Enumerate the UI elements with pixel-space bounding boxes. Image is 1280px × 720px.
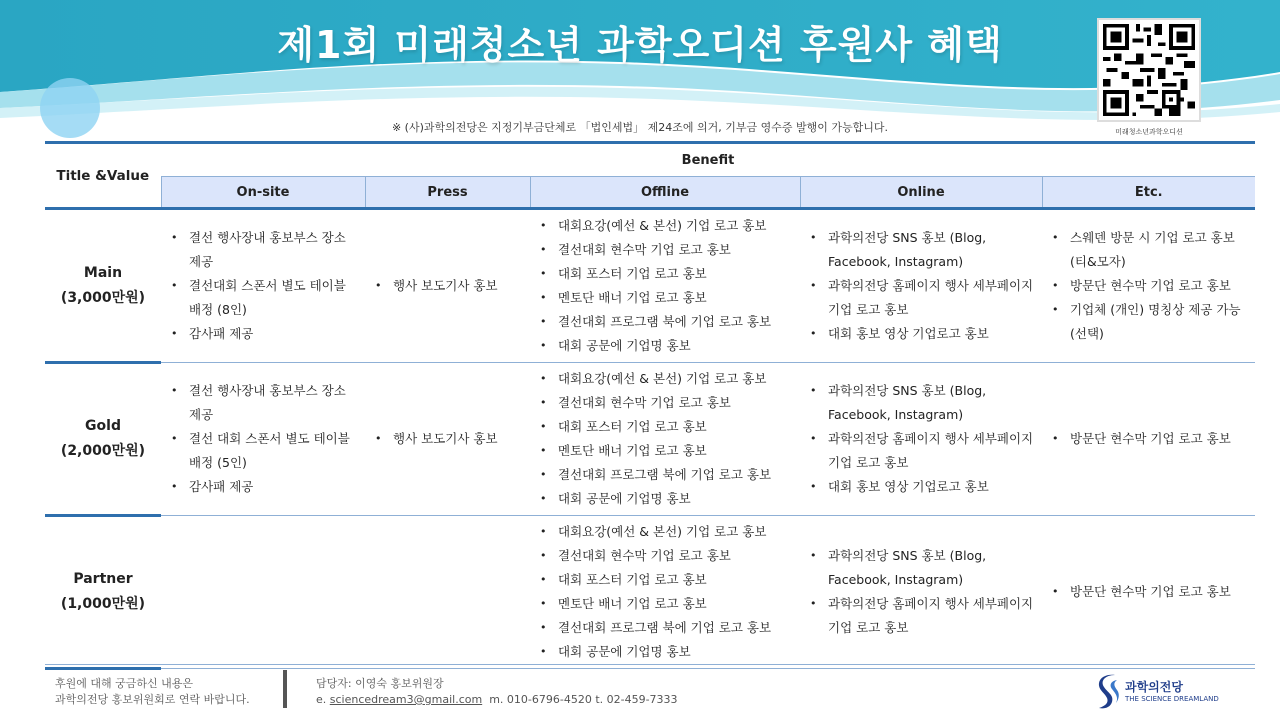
list-item: • 결선대회 현수막 기업 로고 홍보: [540, 391, 792, 415]
qr-caption: 미래청소년과학오디션: [1115, 128, 1183, 136]
footer-vertical-divider: [283, 670, 287, 708]
list-item: • 결선 대회 스폰서 별도 테이블 배정 (5인): [171, 427, 357, 475]
title-value-header: Title &Value: [45, 143, 161, 209]
footer-divider-line: [45, 664, 1255, 665]
bullet-list: [810, 226, 1034, 346]
list-item: • 스웨덴 방문 시 기업 로고 홍보 (티&모자): [1052, 226, 1247, 274]
cell-etc: [1042, 209, 1255, 363]
list-item: • 방문단 현수막 기업 로고 홍보: [1052, 427, 1247, 451]
cell-press: [365, 363, 530, 516]
footer: [0, 664, 1280, 720]
list-item: • 대회요강(예선 & 본선) 기업 로고 홍보: [540, 367, 792, 391]
cell-online: [800, 363, 1042, 516]
cell-online: [800, 209, 1042, 363]
contact-info: [316, 676, 678, 708]
list-item: • 결선대회 현수막 기업 로고 홍보: [540, 544, 792, 568]
list-item: • 결선대회 프로그램 북에 기업 로고 홍보: [540, 463, 792, 487]
list-item: • 멘토단 배너 기업 로고 홍보: [540, 286, 792, 310]
benefits-table: [45, 141, 1255, 670]
tier-gold: [45, 363, 161, 516]
table-row: [45, 516, 1255, 669]
organization-logo: [1095, 672, 1235, 712]
list-item: • 과학의전당 SNS 홍보 (Blog, Facebook, Instagram): [810, 544, 1034, 592]
bullet-list: [810, 379, 1034, 499]
list-item: • 대회 홍보 영상 기업로고 홍보: [810, 322, 1034, 346]
list-item: • 감사패 제공: [171, 475, 357, 499]
bullet-list: [375, 274, 522, 298]
bullet-list: [375, 427, 522, 451]
list-item: • 행사 보도기사 홍보: [375, 427, 522, 451]
list-item: • 과학의전당 홈페이지 행사 세부페이지 기업 로고 홍보: [810, 274, 1034, 322]
list-item: • 대회 포스터 기업 로고 홍보: [540, 262, 792, 286]
cell-onsite: [161, 363, 365, 516]
list-item: • 대회 공문에 기업명 홍보: [540, 334, 792, 358]
list-item: • 대회 포스터 기업 로고 홍보: [540, 568, 792, 592]
list-item: • 결선 행사장내 홍보부스 장소 제공: [171, 226, 357, 274]
cell-press: [365, 516, 530, 669]
list-item: • 방문단 현수막 기업 로고 홍보: [1052, 274, 1247, 298]
column-header-onsite: On-site: [161, 177, 365, 209]
tier-value: (3,000만원): [60, 289, 146, 306]
list-item: • 기업체 (개인) 명칭상 제공 가능 (선택): [1052, 298, 1247, 346]
list-item: • 과학의전당 홈페이지 행사 세부페이지 기업 로고 홍보: [810, 592, 1034, 640]
logo-mark-icon: [1095, 672, 1121, 712]
bullet-list: [1052, 427, 1247, 451]
cell-offline: [530, 209, 800, 363]
list-item: • 대회요강(예선 & 본선) 기업 로고 홍보: [540, 214, 792, 238]
cell-onsite: [161, 516, 365, 669]
email-link[interactable]: sciencedream3@gmail.com: [329, 693, 483, 706]
list-item: • 대회 포스터 기업 로고 홍보: [540, 415, 792, 439]
list-item: • 결선 행사장내 홍보부스 장소 제공: [171, 379, 357, 427]
tier-value: (1,000만원): [60, 596, 146, 612]
list-item: • 결선대회 현수막 기업 로고 홍보: [540, 238, 792, 262]
list-item: • 과학의전당 SNS 홍보 (Blog, Facebook, Instagram): [810, 226, 1034, 274]
inquiry-line-2: 과학의전당 홍보위원회로 연락 바랍니다.: [55, 693, 250, 706]
benefit-header: Benefit: [161, 143, 1255, 177]
list-item: • 행사 보도기사 홍보: [375, 274, 522, 298]
page-title: 제1회 미래청소년 과학오디션 후원사 혜택: [277, 23, 1003, 67]
table-row: [45, 363, 1255, 516]
donation-notice: ※ (사)과학의전당은 지정기부금단체로 「법인세법」 제24조에 의거, 기부금 영수증 발행이 가능합니다.: [391, 121, 889, 134]
list-item: • 대회요강(예선 & 본선) 기업 로고 홍보: [540, 520, 792, 544]
list-item: • 과학의전당 SNS 홍보 (Blog, Facebook, Instagram): [810, 379, 1034, 427]
list-item: • 멘토단 배너 기업 로고 홍보: [540, 439, 792, 463]
tier-partner: [45, 516, 161, 669]
bullet-list: [540, 214, 792, 358]
cell-offline: [530, 363, 800, 516]
cell-offline: [530, 516, 800, 669]
inquiry-line-1: 후원에 대해 궁금하신 내용은: [55, 677, 194, 690]
bullet-list: [171, 226, 357, 346]
list-item: • 대회 공문에 기업명 홍보: [540, 640, 792, 664]
tier-name: Partner: [73, 571, 133, 587]
qr-code[interactable]: [1097, 18, 1201, 122]
phone-numbers: m. 010-6796-4520 t. 02-459-7333: [489, 693, 678, 706]
email-prefix: e.: [316, 693, 327, 706]
cell-etc: [1042, 516, 1255, 669]
list-item: • 멘토단 배너 기업 로고 홍보: [540, 592, 792, 616]
list-item: • 과학의전당 홈페이지 행사 세부페이지 기업 로고 홍보: [810, 427, 1034, 475]
list-item: • 결선대회 스폰서 별도 테이블 배정 (8인): [171, 274, 357, 322]
list-item: • 방문단 현수막 기업 로고 홍보: [1052, 580, 1247, 604]
bullet-list: [540, 367, 792, 511]
logo-name: 과학의전당: [1125, 680, 1183, 694]
column-header-offline: Offline: [530, 177, 800, 209]
list-item: • 결선대회 프로그램 북에 기업 로고 홍보: [540, 616, 792, 640]
cell-etc: [1042, 363, 1255, 516]
cell-online: [800, 516, 1042, 669]
bullet-list: [1052, 580, 1247, 604]
cell-press: [365, 209, 530, 363]
list-item: • 대회 공문에 기업명 홍보: [540, 487, 792, 511]
logo-subtitle: THE SCIENCE DREAMLAND: [1125, 695, 1219, 703]
contact-person: 담당자: 이영숙 홍보위원장: [316, 677, 444, 690]
tier-value: (2,000만원): [60, 443, 146, 459]
bullet-list: [171, 379, 357, 499]
bullet-list: [540, 520, 792, 664]
list-item: • 감사패 제공: [171, 322, 357, 346]
bullet-list: [1052, 226, 1247, 346]
column-header-etc: Etc.: [1042, 177, 1255, 209]
tier-main: [45, 209, 161, 363]
column-header-online: Online: [800, 177, 1042, 209]
cell-onsite: [161, 209, 365, 363]
list-item: • 대회 홍보 영상 기업로고 홍보: [810, 475, 1034, 499]
list-item: • 결선대회 프로그램 북에 기업 로고 홍보: [540, 310, 792, 334]
tier-name: Main: [83, 264, 123, 281]
bullet-list: [810, 544, 1034, 640]
tier-name: Gold: [85, 418, 121, 434]
inquiry-note: [55, 676, 250, 708]
column-header-press: Press: [365, 177, 530, 209]
table-row: [45, 209, 1255, 363]
